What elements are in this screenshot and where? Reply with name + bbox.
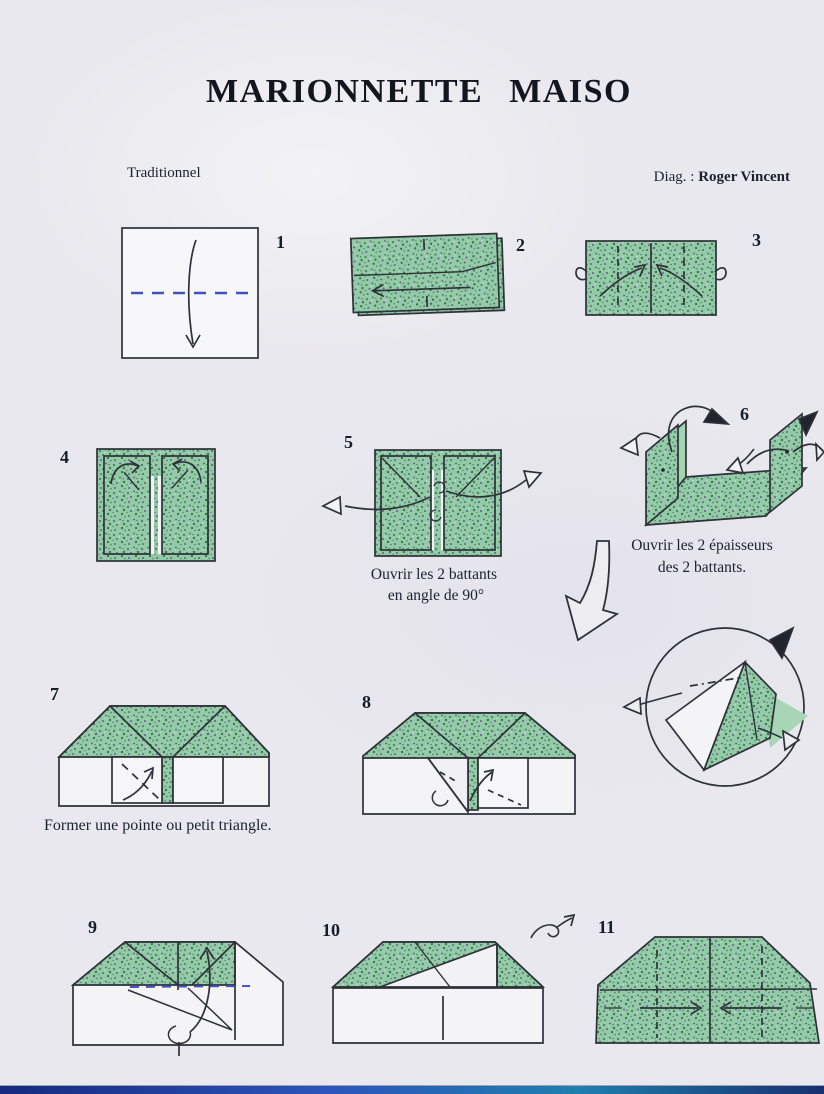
credit-name: Roger Vincent [698,169,790,185]
step-2-diagram [351,233,505,315]
step-number-9: 9 [88,917,97,937]
big-curved-arrow-icon [566,541,617,640]
step-number-6: 6 [740,404,749,424]
scan-edge-bar [0,1086,824,1094]
step-number-5: 5 [344,432,353,452]
step-number-7: 7 [50,684,59,704]
open-arrowhead-icon [524,471,541,487]
open-arrowhead-icon [727,458,743,473]
step-5-caption-line-1: Ouvrir les 2 battants [370,566,498,583]
detail-circle-diagram [624,628,808,786]
step-7-diagram [59,706,269,806]
step-5-diagram [323,450,541,556]
solid-arrowhead-icon [704,409,728,424]
step-4-diagram [97,449,215,561]
open-arrowhead-icon [783,731,799,750]
tradition-label: Traditionnel [127,165,201,181]
step-5-caption-line-2: en angle de 90° [387,587,485,604]
step-6-caption-line-2: des 2 battants. [657,559,747,576]
credit-label: Diag. : [653,169,699,185]
open-arrowhead-icon [323,497,341,514]
turn-over-icon [531,925,559,938]
step-6-diagram [621,406,824,525]
step-11-diagram [596,937,819,1043]
open-arrowhead-icon [621,438,638,455]
step-number-8: 8 [362,692,371,712]
step-9-diagram [73,942,283,1056]
diagrammer-credit [654,169,790,186]
step-number-2: 2 [516,235,525,255]
step-1-diagram [122,228,258,358]
page-title: MARIONNETTE MAISO [206,72,632,110]
solid-arrowhead-icon [770,628,793,658]
step-8-diagram [363,713,575,814]
open-arrowhead-icon [624,698,641,714]
step-6-caption-line-1: Ouvrir les 2 épaisseurs [631,537,773,554]
step-number-4: 4 [60,447,69,467]
step-3-diagram [576,241,726,315]
step-number-10: 10 [322,920,340,940]
step-number-1: 1 [276,232,285,252]
step-number-3: 3 [752,230,761,250]
open-arrowhead-icon [816,444,824,460]
step-7-caption: Former une pointe ou petit triangle. [44,817,272,834]
step-10-diagram [333,915,574,1043]
step-number-11: 11 [598,917,616,937]
